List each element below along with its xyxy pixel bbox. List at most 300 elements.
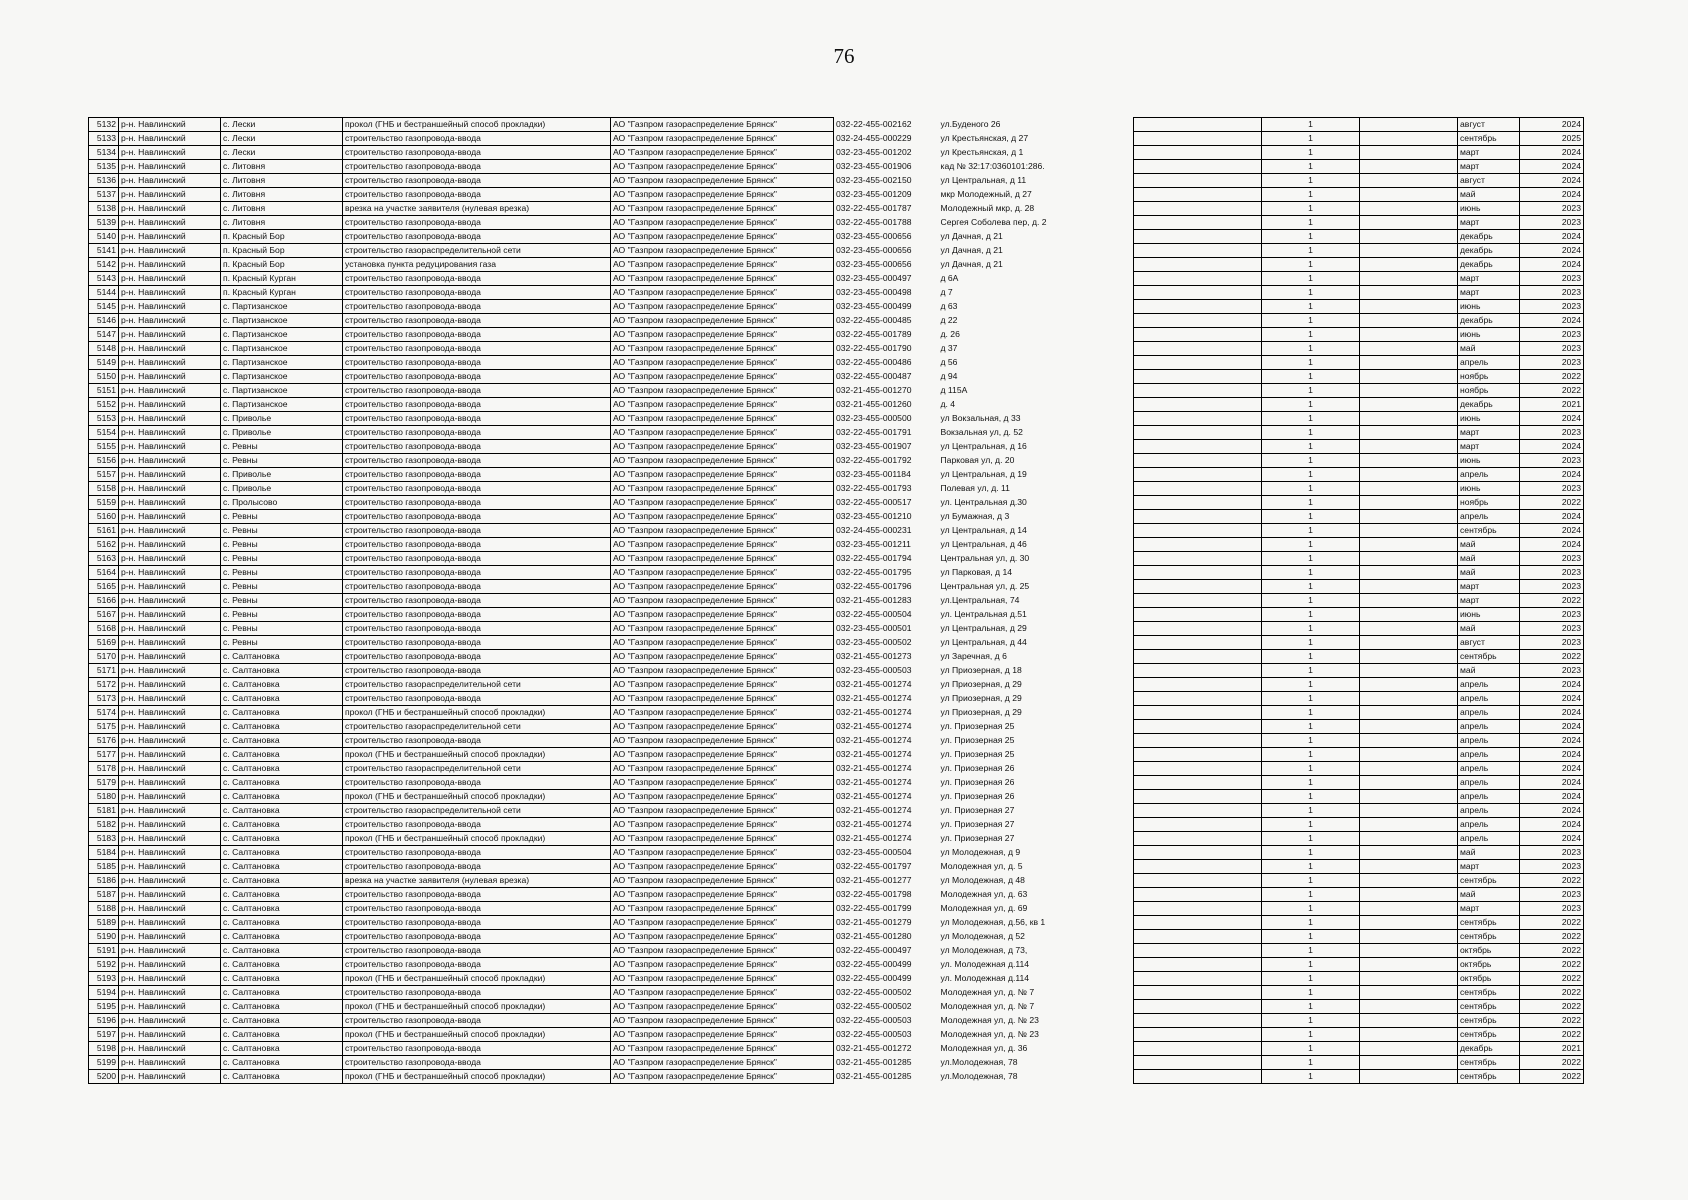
- district-cell: р-н. Навлинский: [119, 230, 221, 244]
- organization-cell: АО "Газпром газораспределение Брянск": [611, 454, 834, 468]
- address-cell: Молодежная ул, д. 69: [940, 903, 1028, 913]
- locality-cell: с. Ревны: [221, 636, 343, 650]
- table-row: [1134, 468, 1584, 482]
- district-cell: р-н. Навлинский: [119, 1000, 221, 1014]
- locality-cell: с. Салтановка: [221, 748, 343, 762]
- blank-cell: [1360, 720, 1458, 734]
- application-code-cell: 032-22-455-000503: [836, 1029, 912, 1039]
- blank-cell: [1134, 538, 1262, 552]
- address-cell: ул. Молодежная д.114: [940, 959, 1030, 969]
- quantity-cell: 1: [1262, 412, 1360, 426]
- quantity-cell: 1: [1262, 1028, 1360, 1042]
- row-number: 5166: [89, 594, 119, 608]
- blank-cell: [1134, 202, 1262, 216]
- row-number: 5184: [89, 846, 119, 860]
- table-row: [89, 314, 1112, 328]
- organization-cell: АО "Газпром газораспределение Брянск": [611, 496, 834, 510]
- table-row: [1134, 524, 1584, 538]
- row-number: 5138: [89, 202, 119, 216]
- district-cell: р-н. Навлинский: [119, 804, 221, 818]
- blank-cell: [1134, 426, 1262, 440]
- application-code-cell: 032-23-455-000497: [836, 273, 912, 283]
- year-cell: 2024: [1520, 160, 1584, 174]
- month-cell: март: [1458, 440, 1520, 454]
- blank-cell: [1360, 216, 1458, 230]
- district-cell: р-н. Навлинский: [119, 244, 221, 258]
- organization-cell: АО "Газпром газораспределение Брянск": [611, 160, 834, 174]
- row-number: 5145: [89, 300, 119, 314]
- application-code-cell: 032-22-455-001788: [836, 217, 912, 227]
- locality-cell: с. Приволье: [221, 412, 343, 426]
- quantity-cell: 1: [1262, 482, 1360, 496]
- application-code-cell: 032-22-455-001794: [836, 553, 912, 563]
- address-cell: ул Дачная, д 21: [940, 259, 1003, 269]
- quantity-cell: 1: [1262, 944, 1360, 958]
- blank-cell: [1360, 636, 1458, 650]
- row-number: 5159: [89, 496, 119, 510]
- table-row: [1134, 762, 1584, 776]
- table-row: [1134, 1014, 1584, 1028]
- application-code-cell: 032-21-455-001274: [836, 749, 912, 759]
- organization-cell: АО "Газпром газораспределение Брянск": [611, 300, 834, 314]
- quantity-cell: 1: [1262, 202, 1360, 216]
- table-row: [1134, 650, 1584, 664]
- year-cell: 2022: [1520, 944, 1584, 958]
- table-row: [1134, 510, 1584, 524]
- address-cell: ул Молодежная, д 9: [940, 847, 1021, 857]
- table-row: [89, 636, 1112, 650]
- table-row: [1134, 916, 1584, 930]
- blank-cell: [1134, 916, 1262, 930]
- blank-cell: [1360, 888, 1458, 902]
- blank-cell: [1134, 524, 1262, 538]
- work-type-cell: строительство газопровода-ввода: [343, 1014, 611, 1028]
- district-cell: р-н. Навлинский: [119, 160, 221, 174]
- year-cell: 2022: [1520, 930, 1584, 944]
- table-row: [1134, 384, 1584, 398]
- month-cell: март: [1458, 272, 1520, 286]
- year-cell: 2023: [1520, 342, 1584, 356]
- address-cell: ул Молодежная, д.56, кв 1: [940, 917, 1046, 927]
- row-number: 5186: [89, 874, 119, 888]
- address-cell: ул Приозерная, д 29: [940, 693, 1022, 703]
- quantity-cell: 1: [1262, 636, 1360, 650]
- application-code-cell: 032-22-455-000487: [836, 371, 912, 381]
- blank-cell: [1360, 748, 1458, 762]
- month-cell: апрель: [1458, 790, 1520, 804]
- quantity-cell: 1: [1262, 426, 1360, 440]
- row-number: 5149: [89, 356, 119, 370]
- month-cell: март: [1458, 216, 1520, 230]
- organization-cell: АО "Газпром газораспределение Брянск": [611, 538, 834, 552]
- application-code-cell: 032-21-455-001274: [836, 693, 912, 703]
- table-row: [1134, 874, 1584, 888]
- application-code-cell: 032-23-455-000656: [836, 231, 912, 241]
- application-code-cell: 032-22-455-001787: [836, 203, 912, 213]
- year-cell: 2023: [1520, 328, 1584, 342]
- blank-cell: [1360, 622, 1458, 636]
- blank-cell: [1360, 608, 1458, 622]
- table-row: [89, 776, 1112, 790]
- blank-cell: [1134, 664, 1262, 678]
- year-cell: 2023: [1520, 608, 1584, 622]
- work-type-cell: врезка на участке заявителя (нулевая врезка): [343, 874, 611, 888]
- blank-cell: [1134, 1000, 1262, 1014]
- blank-cell: [1134, 146, 1262, 160]
- month-cell: апрель: [1458, 678, 1520, 692]
- organization-cell: АО "Газпром газораспределение Брянск": [611, 902, 834, 916]
- district-cell: р-н. Навлинский: [119, 720, 221, 734]
- address-cell: Молодежная ул, д. № 23: [940, 1029, 1039, 1039]
- district-cell: р-н. Навлинский: [119, 538, 221, 552]
- locality-cell: с. Ревны: [221, 454, 343, 468]
- blank-cell: [1360, 860, 1458, 874]
- address-cell: Молодежная ул, д. № 7: [940, 1001, 1035, 1011]
- blank-cell: [1360, 678, 1458, 692]
- locality-cell: с. Салтановка: [221, 790, 343, 804]
- year-cell: 2024: [1520, 230, 1584, 244]
- month-cell: июнь: [1458, 482, 1520, 496]
- quantity-cell: 1: [1262, 454, 1360, 468]
- locality-cell: с. Партизанское: [221, 328, 343, 342]
- locality-cell: с. Ревны: [221, 440, 343, 454]
- table-row: [1134, 608, 1584, 622]
- row-number: 5172: [89, 678, 119, 692]
- locality-cell: с. Салтановка: [221, 664, 343, 678]
- month-cell: сентябрь: [1458, 1014, 1520, 1028]
- address-cell: ул. Приозерная 27: [940, 805, 1015, 815]
- work-type-cell: строительство газопровода-ввода: [343, 426, 611, 440]
- blank-cell: [1360, 734, 1458, 748]
- year-cell: 2024: [1520, 748, 1584, 762]
- district-cell: р-н. Навлинский: [119, 622, 221, 636]
- locality-cell: с. Салтановка: [221, 874, 343, 888]
- year-cell: 2024: [1520, 776, 1584, 790]
- locality-cell: с. Ревны: [221, 580, 343, 594]
- year-cell: 2024: [1520, 678, 1584, 692]
- quantity-cell: 1: [1262, 188, 1360, 202]
- district-cell: р-н. Навлинский: [119, 818, 221, 832]
- table-row: [89, 118, 1112, 132]
- district-cell: р-н. Навлинский: [119, 888, 221, 902]
- address-cell: Молодежная ул, д. 36: [940, 1043, 1028, 1053]
- application-code-cell: 032-23-455-000501: [836, 623, 912, 633]
- quantity-cell: 1: [1262, 594, 1360, 608]
- organization-cell: АО "Газпром газораспределение Брянск": [611, 1042, 834, 1056]
- application-code-cell: 032-22-455-001795: [836, 567, 912, 577]
- blank-cell: [1360, 244, 1458, 258]
- row-number: 5133: [89, 132, 119, 146]
- address-cell: Центральная ул, д. 30: [940, 553, 1030, 563]
- locality-cell: с. Салтановка: [221, 902, 343, 916]
- application-code-cell: 032-21-455-001273: [836, 651, 912, 661]
- work-type-cell: прокол (ГНБ и бестраншейный способ прокладки): [343, 832, 611, 846]
- organization-cell: АО "Газпром газораспределение Брянск": [611, 482, 834, 496]
- month-cell: апрель: [1458, 706, 1520, 720]
- locality-cell: с. Салтановка: [221, 888, 343, 902]
- quantity-cell: 1: [1262, 146, 1360, 160]
- work-type-cell: строительство газопровода-ввода: [343, 272, 611, 286]
- blank-cell: [1360, 174, 1458, 188]
- blank-cell: [1360, 328, 1458, 342]
- quantity-cell: 1: [1262, 860, 1360, 874]
- organization-cell: АО "Газпром газораспределение Брянск": [611, 566, 834, 580]
- year-cell: 2025: [1520, 132, 1584, 146]
- application-code-cell: 032-23-455-002150: [836, 175, 912, 185]
- quantity-cell: 1: [1262, 748, 1360, 762]
- blank-cell: [1360, 832, 1458, 846]
- year-cell: 2024: [1520, 440, 1584, 454]
- organization-cell: АО "Газпром газораспределение Брянск": [611, 958, 834, 972]
- table-row: [1134, 832, 1584, 846]
- organization-cell: АО "Газпром газораспределение Брянск": [611, 314, 834, 328]
- table-row: [1134, 818, 1584, 832]
- application-code-cell: 032-23-455-000503: [836, 665, 912, 675]
- district-cell: р-н. Навлинский: [119, 314, 221, 328]
- table-row: [89, 958, 1112, 972]
- work-type-cell: строительство газопровода-ввода: [343, 664, 611, 678]
- month-cell: август: [1458, 118, 1520, 132]
- blank-cell: [1134, 1042, 1262, 1056]
- blank-cell: [1134, 258, 1262, 272]
- address-cell: ул Центральная, д 46: [940, 539, 1027, 549]
- year-cell: 2023: [1520, 202, 1584, 216]
- district-cell: р-н. Навлинский: [119, 118, 221, 132]
- address-cell: ул Дачная, д 21: [940, 245, 1003, 255]
- table-row: [1134, 706, 1584, 720]
- organization-cell: АО "Газпром газораспределение Брянск": [611, 370, 834, 384]
- district-cell: р-н. Навлинский: [119, 272, 221, 286]
- address-cell: ул Центральная, д 16: [940, 441, 1027, 451]
- district-cell: р-н. Навлинский: [119, 790, 221, 804]
- table-row: [1134, 664, 1584, 678]
- blank-cell: [1134, 160, 1262, 174]
- year-cell: 2024: [1520, 734, 1584, 748]
- month-cell: апрель: [1458, 776, 1520, 790]
- year-cell: 2024: [1520, 804, 1584, 818]
- table-row: [1134, 748, 1584, 762]
- address-cell: д 37: [940, 343, 958, 353]
- row-number: 5136: [89, 174, 119, 188]
- row-number: 5181: [89, 804, 119, 818]
- blank-cell: [1360, 496, 1458, 510]
- month-cell: декабрь: [1458, 230, 1520, 244]
- address-cell: ул. Молодежная д.114: [940, 973, 1030, 983]
- month-cell: март: [1458, 860, 1520, 874]
- row-number: 5191: [89, 944, 119, 958]
- locality-cell: с. Ревны: [221, 538, 343, 552]
- table-row: [89, 510, 1112, 524]
- table-row: [1134, 958, 1584, 972]
- blank-cell: [1360, 468, 1458, 482]
- row-number: 5139: [89, 216, 119, 230]
- table-row: [89, 916, 1112, 930]
- application-code-cell: 032-22-455-000485: [836, 315, 912, 325]
- locality-cell: п. Красный Бор: [221, 244, 343, 258]
- row-number: 5132: [89, 118, 119, 132]
- row-number: 5157: [89, 468, 119, 482]
- application-code-cell: 032-21-455-001270: [836, 385, 912, 395]
- application-code-cell: 032-22-455-000499: [836, 973, 912, 983]
- application-code-cell: 032-23-455-001210: [836, 511, 912, 521]
- work-type-cell: прокол (ГНБ и бестраншейный способ прокладки): [343, 972, 611, 986]
- table-row: [1134, 776, 1584, 790]
- year-cell: 2024: [1520, 706, 1584, 720]
- application-code-cell: 032-22-455-000517: [836, 497, 912, 507]
- row-number: 5198: [89, 1042, 119, 1056]
- locality-cell: с. Салтановка: [221, 916, 343, 930]
- blank-cell: [1360, 552, 1458, 566]
- address-cell: кад № 32:17:0360101:286.: [940, 161, 1045, 171]
- organization-cell: АО "Газпром газораспределение Брянск": [611, 986, 834, 1000]
- blank-cell: [1360, 286, 1458, 300]
- quantity-cell: 1: [1262, 566, 1360, 580]
- organization-cell: АО "Газпром газораспределение Брянск": [611, 860, 834, 874]
- year-cell: 2023: [1520, 300, 1584, 314]
- quantity-cell: 1: [1262, 790, 1360, 804]
- application-code-cell: 032-24-455-000229: [836, 133, 912, 143]
- district-cell: р-н. Навлинский: [119, 944, 221, 958]
- locality-cell: с. Салтановка: [221, 1042, 343, 1056]
- blank-cell: [1360, 258, 1458, 272]
- quantity-cell: 1: [1262, 678, 1360, 692]
- district-cell: р-н. Навлинский: [119, 608, 221, 622]
- table-row: [89, 412, 1112, 426]
- year-cell: 2024: [1520, 314, 1584, 328]
- locality-cell: с. Партизанское: [221, 398, 343, 412]
- organization-cell: АО "Газпром газораспределение Брянск": [611, 202, 834, 216]
- row-number: 5197: [89, 1028, 119, 1042]
- row-number: 5173: [89, 692, 119, 706]
- application-code-cell: 032-23-455-000656: [836, 245, 912, 255]
- organization-cell: АО "Газпром газораспределение Брянск": [611, 398, 834, 412]
- table-row: [89, 468, 1112, 482]
- district-cell: р-н. Навлинский: [119, 916, 221, 930]
- year-cell: 2021: [1520, 1042, 1584, 1056]
- table-row: [89, 1056, 1112, 1070]
- month-cell: март: [1458, 146, 1520, 160]
- address-cell: ул. Приозерная 25: [940, 735, 1015, 745]
- blank-cell: [1360, 398, 1458, 412]
- blank-cell: [1134, 342, 1262, 356]
- table-row: [1134, 244, 1584, 258]
- table-row: [89, 398, 1112, 412]
- month-cell: ноябрь: [1458, 496, 1520, 510]
- district-cell: р-н. Навлинский: [119, 202, 221, 216]
- table-row: [89, 286, 1112, 300]
- table-row: [1134, 1028, 1584, 1042]
- blank-cell: [1134, 944, 1262, 958]
- blank-cell: [1134, 930, 1262, 944]
- quantity-cell: 1: [1262, 832, 1360, 846]
- quantity-cell: 1: [1262, 664, 1360, 678]
- locality-cell: с. Салтановка: [221, 692, 343, 706]
- month-cell: апрель: [1458, 356, 1520, 370]
- organization-cell: АО "Газпром газораспределение Брянск": [611, 286, 834, 300]
- locality-cell: п. Красный Курган: [221, 272, 343, 286]
- application-code-cell: 032-22-455-001796: [836, 581, 912, 591]
- row-number: 5196: [89, 1014, 119, 1028]
- quantity-cell: 1: [1262, 160, 1360, 174]
- blank-cell: [1134, 678, 1262, 692]
- row-number: 5164: [89, 566, 119, 580]
- organization-cell: АО "Газпром газораспределение Брянск": [611, 832, 834, 846]
- blank-cell: [1360, 916, 1458, 930]
- blank-cell: [1134, 1056, 1262, 1070]
- application-code-cell: 032-22-455-000499: [836, 959, 912, 969]
- locality-cell: с. Салтановка: [221, 706, 343, 720]
- table-row: [89, 930, 1112, 944]
- locality-cell: п. Красный Бор: [221, 258, 343, 272]
- organization-cell: АО "Газпром газораспределение Брянск": [611, 706, 834, 720]
- year-cell: 2022: [1520, 874, 1584, 888]
- work-type-cell: строительство газопровода-ввода: [343, 132, 611, 146]
- address-cell: ул Вокзальная, д 33: [940, 413, 1021, 423]
- address-cell: ул Крестьянская, д 1: [940, 147, 1024, 157]
- organization-cell: АО "Газпром газораспределение Брянск": [611, 692, 834, 706]
- quantity-cell: 1: [1262, 608, 1360, 622]
- month-cell: октябрь: [1458, 972, 1520, 986]
- year-cell: 2022: [1520, 1070, 1584, 1084]
- blank-cell: [1360, 384, 1458, 398]
- year-cell: 2022: [1520, 650, 1584, 664]
- organization-cell: АО "Газпром газораспределение Брянск": [611, 888, 834, 902]
- row-number: 5193: [89, 972, 119, 986]
- month-cell: март: [1458, 286, 1520, 300]
- application-code-cell: 032-22-455-001791: [836, 427, 912, 437]
- month-cell: апрель: [1458, 468, 1520, 482]
- organization-cell: АО "Газпром газораспределение Брянск": [611, 734, 834, 748]
- year-cell: 2023: [1520, 636, 1584, 650]
- blank-cell: [1360, 664, 1458, 678]
- year-cell: 2022: [1520, 1028, 1584, 1042]
- row-number: 5142: [89, 258, 119, 272]
- application-code-cell: 032-21-455-001274: [836, 707, 912, 717]
- address-cell: Сергея Соболева пер, д. 2: [940, 217, 1047, 227]
- blank-cell: [1134, 846, 1262, 860]
- blank-cell: [1134, 118, 1262, 132]
- work-type-cell: строительство газопровода-ввода: [343, 622, 611, 636]
- year-cell: 2024: [1520, 146, 1584, 160]
- locality-cell: с. Салтановка: [221, 1056, 343, 1070]
- blank-cell: [1360, 804, 1458, 818]
- locality-cell: с. Приволье: [221, 468, 343, 482]
- blank-cell: [1134, 874, 1262, 888]
- district-cell: р-н. Навлинский: [119, 426, 221, 440]
- work-type-cell: строительство газопровода-ввода: [343, 944, 611, 958]
- blank-cell: [1360, 1042, 1458, 1056]
- application-code-cell: 032-23-455-000656: [836, 259, 912, 269]
- address-cell: д 63: [940, 301, 958, 311]
- row-number: 5192: [89, 958, 119, 972]
- year-cell: 2022: [1520, 972, 1584, 986]
- table-row: [1134, 790, 1584, 804]
- table-row: [89, 608, 1112, 622]
- address-cell: ул Молодежная, д 52: [940, 931, 1025, 941]
- table-row: [1134, 118, 1584, 132]
- blank-cell: [1360, 188, 1458, 202]
- table-row: [1134, 370, 1584, 384]
- table-row: [1134, 566, 1584, 580]
- work-type-cell: строительство газопровода-ввода: [343, 860, 611, 874]
- year-cell: 2022: [1520, 370, 1584, 384]
- records-table-left: [88, 117, 1112, 1084]
- table-row: [89, 832, 1112, 846]
- district-cell: р-н. Навлинский: [119, 1070, 221, 1084]
- month-cell: октябрь: [1458, 944, 1520, 958]
- address-cell: д 56: [940, 357, 958, 367]
- organization-cell: АО "Газпром газораспределение Брянск": [611, 342, 834, 356]
